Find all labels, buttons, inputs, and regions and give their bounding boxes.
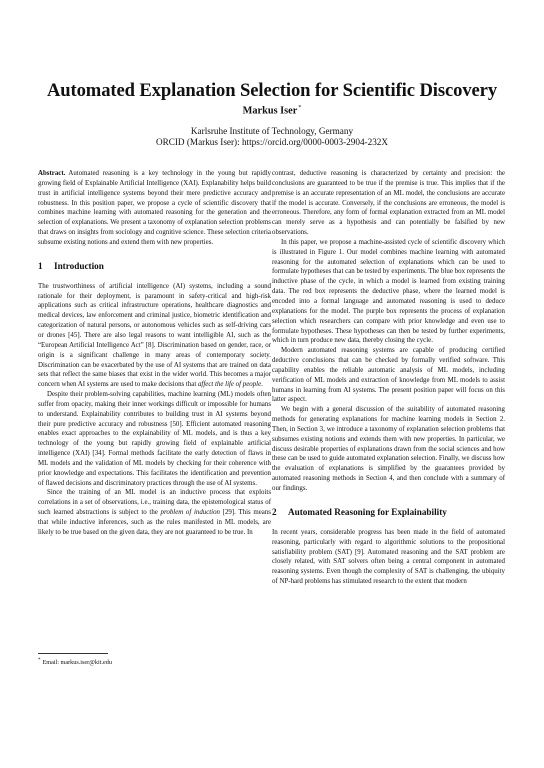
footnote-text: Email: markus.iser@kit.edu [42,659,112,667]
footnote-mark: * [38,658,41,663]
intro-paragraph-7: We begin with a general discussion of the suitability of automated reasoning methods for generating explanations for machine learning models in Section 2. Then, in Section 3, we introduce a taxonomy of explanation selection problems that subsumes existing notions and extends them with new properties. In particular, we discuss desirable properties of explanations drawn from the social sciences and how these can be used to guide automated explanation selection. Finally, we discuss how the evaluation of explanations is simplified by the guarantees provided by automated reasoning methods in Section 4, and then conclude with a summary of our findings. [272,406,505,492]
section-title: Introduction [54,260,104,271]
intro-paragraph-2: Despite their problem-solving capabilities, machine learning (ML) models often suffer from opacity, making their inner workings difficult or impossible for humans to understand. Explainability contributes to building trust in AI systems beyond their pure predictive accuracy and robustness [50]. Efficient automated reasoning enables exact approaches to the explainability of ML models, and is thus a key technology of the young but rapidly growing field of explainable artificial intelligence (XAI) [34]. Formal methods facilitate the early detection of flaws in ML models and the validation of ML models by checking for their coherence with prior knowledge and expectations. This facilitates the identification and prevention of flawed decisions and discriminatory practices through the use of AI systems. [38,391,271,487]
paragraph-text: The trustworthiness of artificial intelligence (AI) systems, including a sound rationale for their deployment, is paramount in safety-critical and high-risk applications such as critical infrastructure operations, healthcare diagnostics and medical devices, law enforcement and criminal justice, biometric identification and categorization of natural persons, or autonomous vehicles such as self-driving cars or drones [45]. There are also legal reasons to want intelligible AI, such as the “European Artificial Intelligence Act” [8]. Discrimination based on gender, race, or origin is a significant challenge in many areas of contemporary society. Discrimination can be exacerbated by the use of AI systems that are trained on data sets that reflect the same biases that exist in the wider world. This becomes a major concern when AI systems are used to make decisions that [38,282,271,389]
footnote [38,657,112,667]
section-number: 1 [38,260,43,271]
paper-title: Automated Explanation Selection for Scientific Discovery [46,80,498,101]
paragraph-text: Since the training of an ML model is an inductive process that exploits correlations in a set of observations, i.e., training data, the epistemological status of such learned abstractions is subject to the [38,489,271,517]
author-line [0,105,544,116]
section-heading-2 [272,507,505,518]
left-column [38,169,271,538]
section2-paragraph-1: In recent years, considerable progress has been made in the field of automated reasoning, particularly with regard to algorithmic solutions to the propositional satisfiability problem (SAT) [9]. Automated reasoning and the SAT problem are closely related, with SAT solvers often being a central component in automated reasoning systems. Even though the complexity of SAT is challenging, the ubiquity of NP-hard problems has stimulated research to the extent that modern [272,528,505,586]
intro-paragraph-4: contrast, deductive reasoning is characterized by certainty and precision: the conclusions are guaranteed to be true if the premise is true. This implies that if the premise is an accurate representation of an ML model, the conclusions are accurate if the model is accurate. Conversely, if the conclusions are erroneous, the model is erroneous. Therefore, any form of formal explanation extracted from an ML model can merely serve as a hypothesis and can potentially be falsified by new observations. [272,170,505,237]
orcid-line: ORCID (Markus Iser): https://orcid.org/0000-0003-2904-232X [155,137,389,147]
intro-paragraph-6: Modern automated reasoning systems are capable of producing certified deductive conclusions that can be checked by formally verified software. This capability enables the reliable automatic analysis of ML models, including verification of ML models and extraction of knowledge from ML models to assist humans in learning from AI systems. The present position paper will focus on this latter aspect. [272,347,505,404]
intro-paragraph-1: The trustworthiness of artificial intelligence (AI) systems, including a sound rationale for their deployment, is paramount in safety-critical and high-risk applications such as critical infrastructure operations, healthcare diagnostics and medical devices, law enforcement and criminal justice, biometric identification and categorization of natural persons, or autonomous vehicles such as self-driving cars or drones [45]. There are also legal reasons to want intelligible AI, such as the “European Artificial Intelligence Act” [8]. Discrimination based on gender, race, or origin is a significant challenge in many areas of contemporary society. Discrimination can be exacerbated by the use of AI systems that are trained on data sets that reflect the same biases that exist in the wider world. This becomes a major concern when AI systems are used to make decisions that affect the life of people. [38,282,271,389]
emphasis-text: problem of induction [160,509,220,517]
abstract-text: Automated reasoning is a key technology in the young but rapidly growing field of Explainable Artificial Intelligence (XAI). Explanability helps build trust in artificial intelligence systems beyond their mere predictive accuracy and robustness. In this position paper, we propose a cycle of scientific discovery that combines machine learning with automated reasoning for the generation and the selection of explanations. We present a taxonomy of explanation selection problems that draws on insights from sociology and cognitive science. These selection criteria subsume existing notions and extend them with new properties. [38,170,271,246]
section-number: 2 [272,506,277,517]
footnote-rule [38,653,108,654]
intro-paragraph-3 [38,488,271,537]
abstract [38,169,271,248]
intro-paragraph-5: In this paper, we propose a machine-assisted cycle of scientific discovery which is illustrated in Figure 1. Our model combines machine learning with automated reasoning for the automated selection of explanations which can be used to formulate hypotheses that can be tested by experiments. The blue box represents the inductive phase of the cycle, in which a model is learned from existing training data. The red box represents the deductive phase, where the learned model is encoded into a formal language and automated reasoning is used to deduce explanations for the model. The purple box represents the process of explanation selection which researchers can compare with prior knowledge and even use to formulate hypotheses. These hypotheses can then be tested by further experiments, which in turn produce new data, thereby closing the cycle. [272,238,505,345]
paragraph-text: [29]. This means that while inductive inferences, such as the rules manifested in ML models, are likely to be true based on the given data, they are not guaranteed to be true. In [38,509,271,536]
section-title: Automated Reasoning for Explainability [288,506,447,517]
abstract-label: Abstract. [38,170,66,177]
emphasis-text: affect the life of people [197,381,262,389]
right-column [272,169,505,587]
author-footnote-mark: * [298,105,302,111]
affiliation: Karlsruhe Institute of Technology, Germany [190,126,354,136]
section-heading-1 [38,261,271,272]
author-name: Markus Iser [242,105,298,117]
